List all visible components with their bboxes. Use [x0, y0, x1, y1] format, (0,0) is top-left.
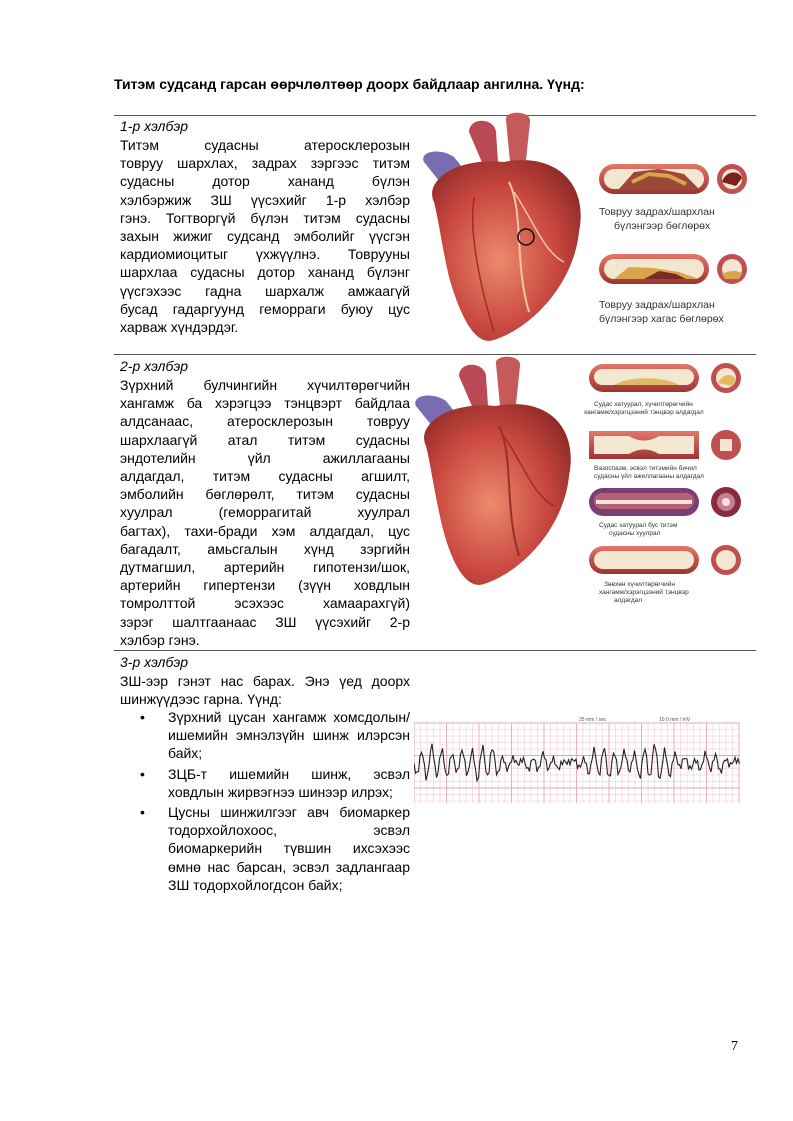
paragraph-line: томролттой эсэхээс хамаарахгүй) [120, 595, 410, 612]
heart-icon [423, 113, 580, 341]
divider [114, 650, 756, 651]
paragraph-line: захын жижиг судсанд эмболийг үүсгэн [120, 228, 410, 245]
page-heading: Титэм судсанд гарсан өөрчлөлтөөр доорх байдлаар ангилна. Үүнд: [114, 76, 585, 92]
criteria-item [140, 803, 410, 894]
type2-paragraph [120, 376, 410, 649]
caption: Судас хатуурал бус титэм [599, 522, 678, 529]
caption: хангамж/хэрэгцээний тэнцвэр алдагдал [584, 409, 704, 416]
caption: алдагдал [614, 597, 643, 604]
paragraph-line: хэлбэржиж ЗШ үүсэхийг 1-р хэлбэр [120, 191, 410, 208]
bullet-icon: • [140, 765, 145, 782]
caption: судасны хуулрал [609, 530, 661, 537]
paragraph-line: кардиомиоцитыг үхжүүлнэ. Товрууны [120, 246, 410, 263]
paragraph-line: ЗШ-ээр гэнэт нас барах. Энэ үед доорх [120, 673, 410, 689]
paragraph-line: Титэм судасны атеросклерозын [120, 137, 410, 153]
paragraph-line: дутмагшил, артерийн гипотензи/шок, [120, 559, 410, 576]
paragraph-line: артерийн гипертензи (зүүн ховдлын [120, 577, 410, 594]
heart-icon [415, 357, 571, 585]
paragraph-line: харваж хүндэрдэг. [120, 319, 239, 336]
type3-title: 3-р хэлбэр [120, 654, 188, 670]
caption: судасны үйл ажиллагааны алдагдал [594, 473, 704, 480]
paragraph-line: зэрэг шалтгаанаас ЗШ үүсэхийг 2-р [120, 613, 410, 630]
paragraph-line: багтах), тахи-бради хэм алдагдал, цус [120, 522, 410, 539]
type1-illustration [414, 112, 756, 352]
type2-title: 2-р хэлбэр [120, 358, 188, 374]
paragraph-line: шархлаа судасны дотор хананд бүлэнг [120, 264, 410, 281]
caption: Товруу задрах/шархлан [599, 206, 715, 218]
paragraph-line: хангамж ба хэрэгцээ тэнцвэрт байдлаа [120, 395, 410, 412]
type1-paragraph [120, 136, 410, 336]
paragraph-line: алдагдал, титэм судасны агшилт, [120, 468, 410, 485]
paragraph-line: шархлаагүй атал титэм судасны [120, 431, 410, 448]
type3-paragraph [120, 672, 410, 708]
partially-blocked-vessel-icon [599, 254, 747, 284]
caption: Товруу задрах/шархлан [599, 299, 715, 311]
bullet-icon: • [140, 709, 145, 725]
divider [414, 354, 756, 355]
normal-vessel-icon [589, 545, 741, 575]
criteria-text: Цусны шинжилгээг авч биомаркер тодорхойлохоос, эсвэл биомаркерийн түвшин ихсэхээс өмнө нас барсан, эсвэл задлангаар ЗШ тодорхойлогдсон байх; [168, 804, 410, 893]
criteria-item [140, 765, 410, 801]
ecg-speed-label: 25 mm / sec [579, 717, 607, 723]
paragraph-line: гэнэ. Тогтворгүй бүлэн титэм судасны [120, 209, 410, 226]
page-number: 7 [731, 1039, 738, 1054]
criteria-list [140, 708, 410, 896]
paragraph-line: багадалт, амьсгалын хүнд зэргийн [120, 540, 410, 557]
paragraph-line: эндотелийн үйл ажиллагааны [120, 449, 410, 466]
criteria-text: Зүрхний цусан хангамж хомсдолын/ ишемийн эмнэлзүйн шинж илэрсэн байх; [168, 709, 410, 762]
blocked-vessel-icon [599, 164, 747, 194]
vasospasm-vessel-icon [589, 430, 741, 460]
type1-title: 1-р хэлбэр [120, 118, 188, 134]
criteria-text: ЗЦБ-т ишемийн шинж, эсвэл ховдлын жирвэгнээ шинээр илрэх; [168, 765, 410, 800]
paragraph-line: Зүрхний булчингийн хүчилтөрөгчийн [120, 377, 410, 393]
type2-illustration [414, 356, 756, 606]
paragraph-line: бусад гадаргуунд геморраги буюу цус [120, 300, 410, 317]
caption: Вазоспазм, эсвэл титэмийн бичил [594, 465, 697, 472]
paragraph-line: эмболийн бөглөрөлт, титэм судасны [120, 486, 410, 503]
paragraph-line: хуулрал (геморрагитай хуулрал [120, 504, 410, 521]
caption: Зөвхөн хүчилтөрөгчийн [604, 581, 675, 588]
caption: Судас хатуурал, хүчилтөрөгчийн [594, 401, 693, 408]
ecg-strip [414, 713, 740, 803]
paragraph-line: хэлбэр гэнэ. [120, 631, 200, 648]
dissection-vessel-icon [589, 487, 741, 517]
paragraph-line: товруу шархлах, задрах зэргээс титэм [120, 155, 410, 172]
divider [114, 354, 414, 355]
paragraph-line: үүсгэхээс гадна шархалж амжаагүй [120, 282, 410, 299]
caption: бүлэнгээр бөглөрөх [614, 220, 711, 232]
criteria-item [140, 708, 410, 763]
stable-plaque-vessel-icon [589, 363, 741, 393]
paragraph-line: шинжүүдээс гарна. Үүнд: [120, 691, 282, 708]
bullet-icon: • [140, 804, 145, 821]
paragraph-line: судасны дотор хананд бүлэн [120, 173, 410, 190]
caption: хангамж/хэрэгцээний тэнцвэр [599, 589, 689, 596]
paragraph-line: алдсанаас, атеросклерозын товруу [120, 413, 410, 430]
ecg-gain-label: 10.0 mm / mV [659, 717, 691, 723]
caption: бүлэнгээр хагас бөглөрөх [599, 313, 724, 325]
